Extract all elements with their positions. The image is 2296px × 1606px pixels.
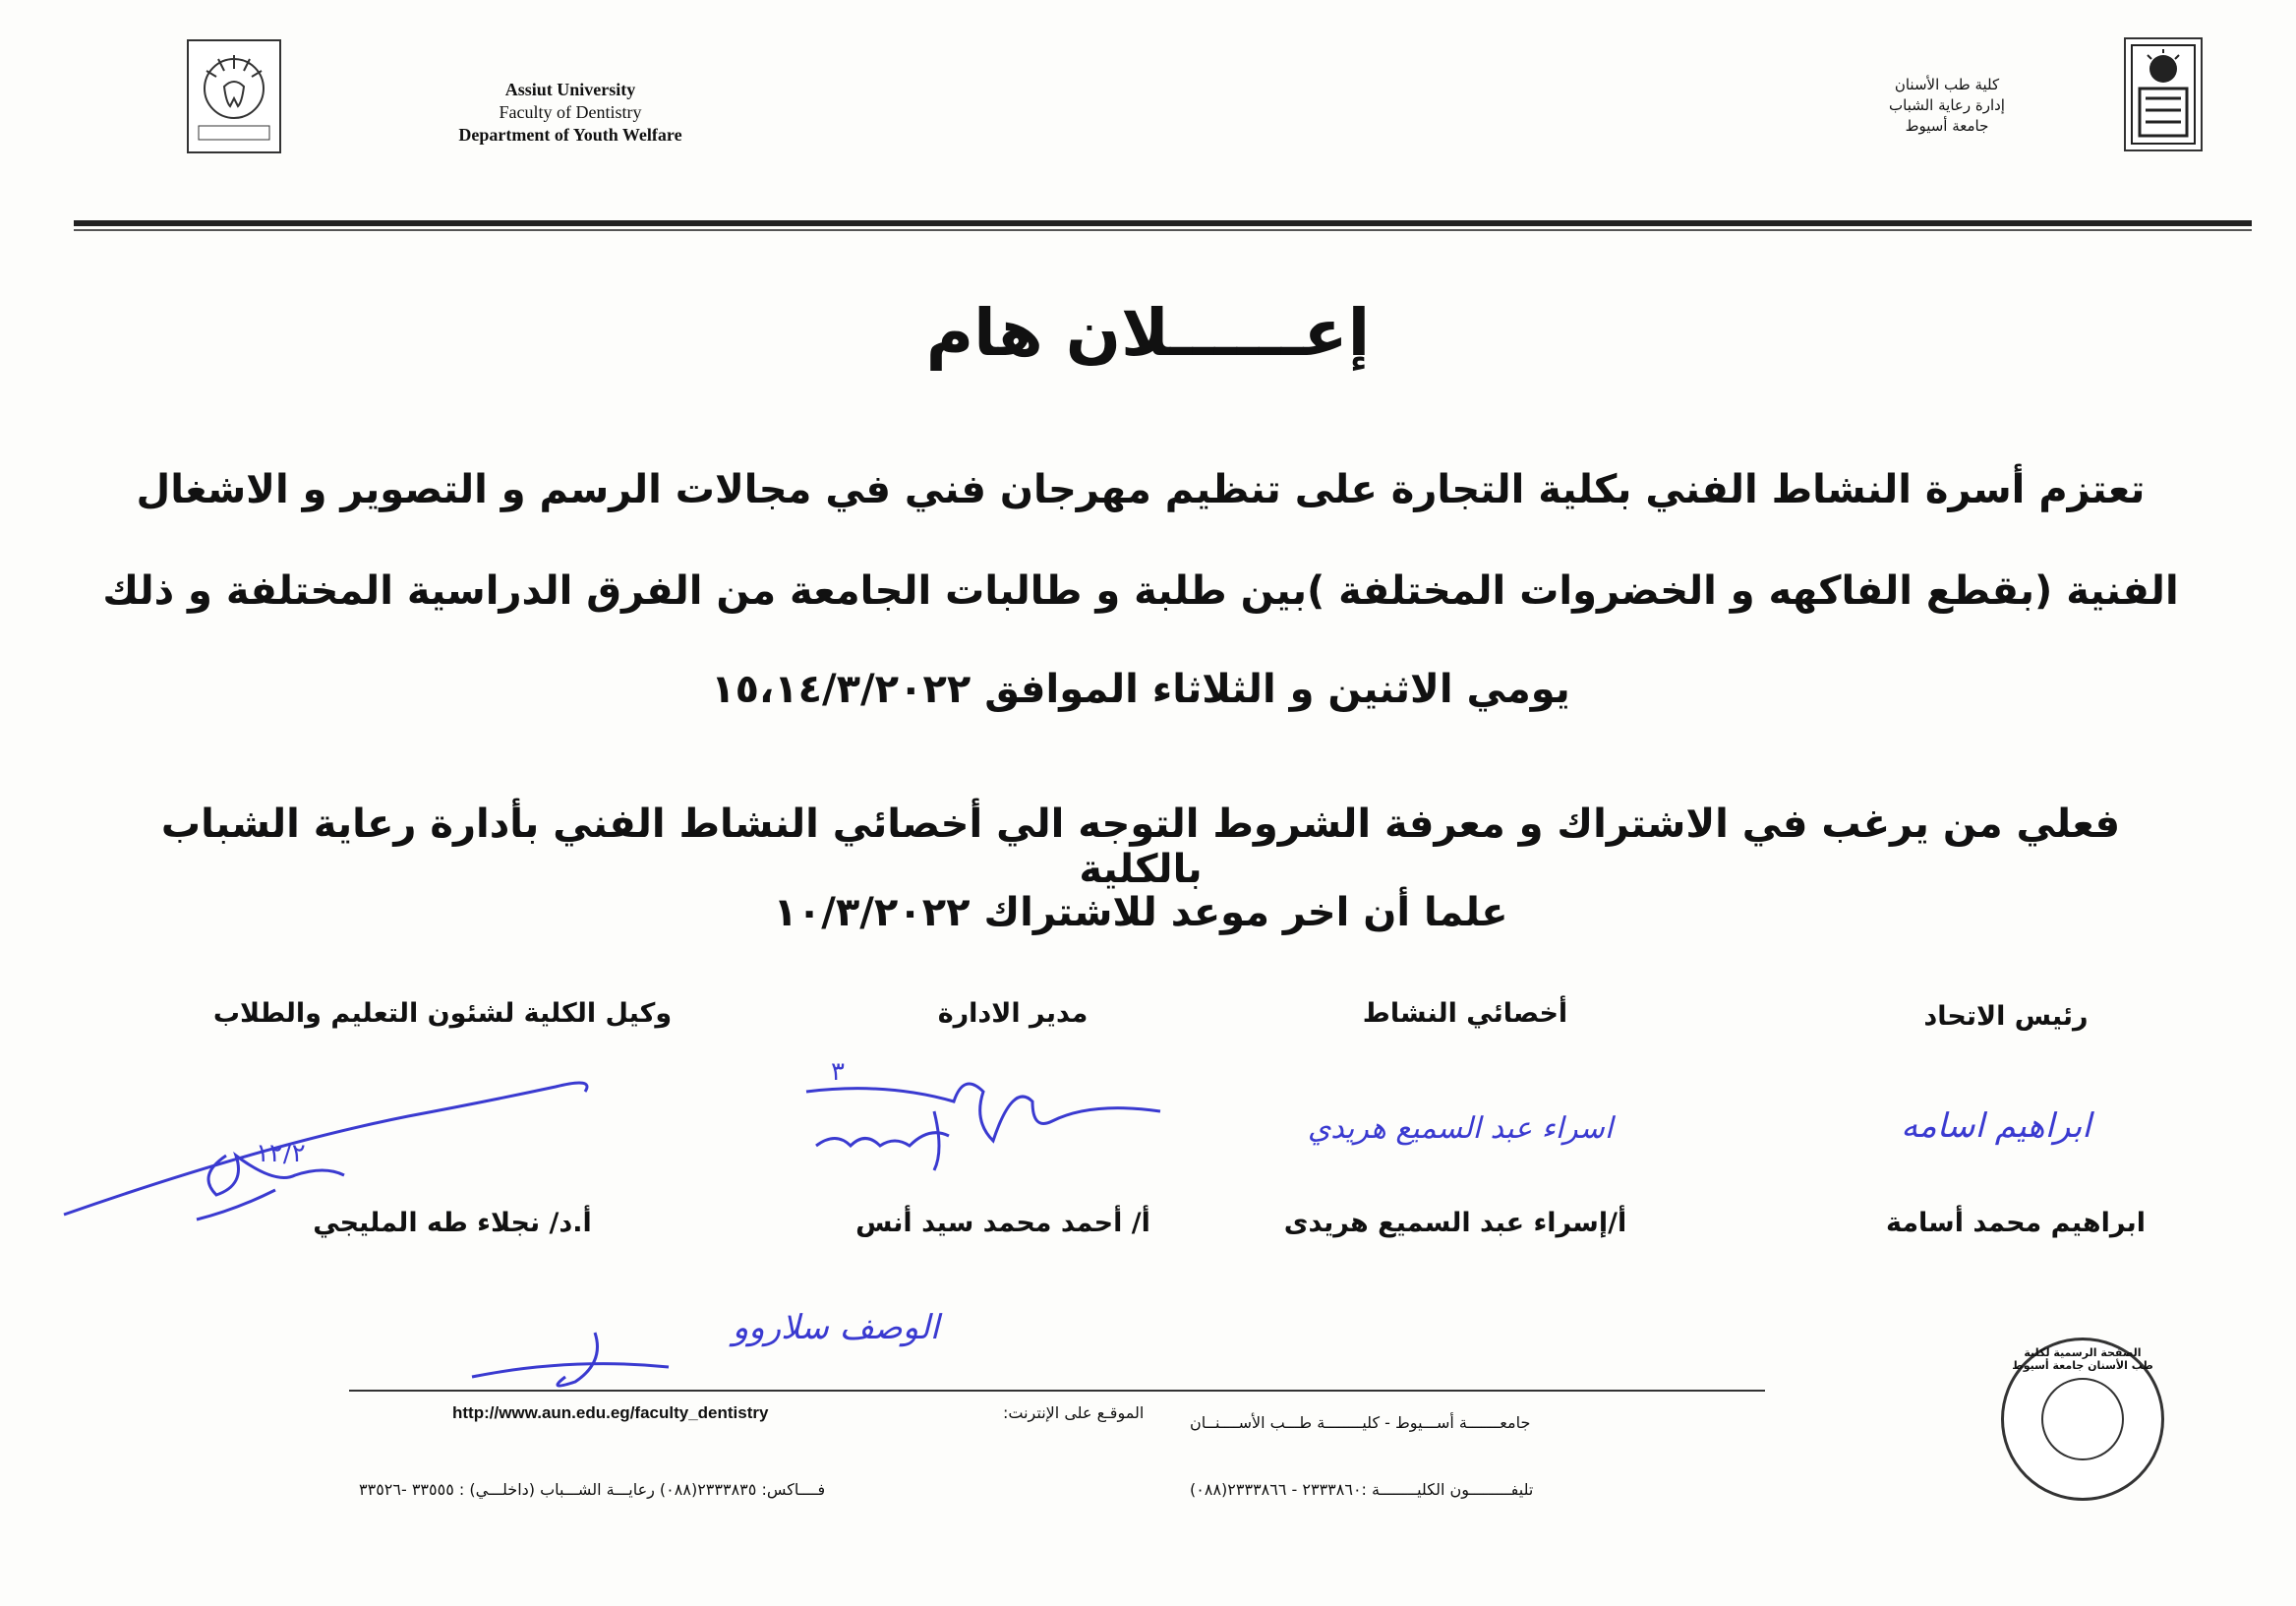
footer-divider bbox=[349, 1390, 1765, 1392]
signature-name-union-president: ابراهيم محمد أسامة bbox=[1885, 1208, 2147, 1238]
dental-emblem-icon bbox=[189, 41, 279, 151]
stamp-text: الصفحة الرسمية لكلية طب الأسنان جامعة أسيوط bbox=[2012, 1346, 2153, 1372]
signature-title-activity-specialist: أخصائي النشاط bbox=[1362, 998, 1568, 1029]
body-line-4: فعلي من يرغب في الاشتراك و معرفة الشروط التوجه الي أخصائي النشاط الفني بأدارة رعاية الشباب بالكلية bbox=[160, 802, 2121, 892]
announcement-title: إعــــــلان هام bbox=[925, 295, 1371, 371]
signature-title-union-president: رئيس الاتحاد bbox=[1923, 1001, 2089, 1032]
university-name-ar: جامعة أسيوط bbox=[1905, 117, 1989, 135]
extra-signature-scribble bbox=[467, 1318, 703, 1397]
footer-fax: فــــاكس: ٢٣٣٣٨٣٥(٠٨٨) رعايـــة الشـــباب (داخلـــي) : ٣٣٥٥٥ -٣٣٥٢٦ bbox=[359, 1480, 826, 1499]
university-logo bbox=[2124, 37, 2203, 151]
extra-handwriting: الوصف سلاروو bbox=[732, 1308, 940, 1347]
footer-university: جامعـــــــة أســـيوط - كليــــــــة طـــب الأســــنــان bbox=[1190, 1413, 1531, 1432]
faculty-stamp bbox=[2001, 1338, 2164, 1501]
signature-title-vice-dean: وكيل الكلية لشئون التعليم والطلاب bbox=[212, 998, 673, 1029]
signature-director-mark: ٣ bbox=[831, 1057, 845, 1087]
body-line-5: علما أن اخر موعد للاشتراك ١٠/٣/٢٠٢٢ bbox=[773, 890, 1508, 935]
signature-vice-dean-date: ١٢/٢ bbox=[256, 1139, 306, 1168]
footer-phone: تليفـــــــــون الكليــــــــة :٢٣٣٣٨٦٠ - ٢٣٣٣٨٦٦(٠٨٨) bbox=[1190, 1480, 1534, 1499]
department-name-en: Department of Youth Welfare bbox=[458, 125, 682, 145]
header-divider bbox=[74, 220, 2252, 226]
faculty-name-en: Faculty of Dentistry bbox=[499, 102, 642, 122]
faculty-name-ar: كلية طب الأسنان bbox=[1894, 76, 2000, 93]
body-line-2: الفنية (بقطع الفاكهه و الخضروات المختلفة )بين طلبة و طالبات الجامعة من الفرق الدراسية المختلفة و ذلك bbox=[102, 568, 2179, 614]
signature-name-activity-specialist: أ/إسراء عبد السميع هريدى bbox=[1283, 1208, 1627, 1238]
university-name-en: Assiut University bbox=[504, 80, 636, 99]
body-line-1: تعتزم أسرة النشاط الفني بكلية التجارة على تنظيم مهرجان فني في مجالات الرسم و التصوير و الاشغال bbox=[136, 467, 2146, 512]
department-name-ar: إدارة رعاية الشباب bbox=[1889, 96, 2005, 114]
signature-union-president: ابراهيم اسامه bbox=[1901, 1106, 2091, 1146]
footer-website-url[interactable]: http://www.aun.edu.eg/faculty_dentistry bbox=[452, 1403, 769, 1422]
stamp-emblem-icon bbox=[2041, 1378, 2124, 1460]
header-divider-thin bbox=[74, 229, 2252, 231]
english-header bbox=[393, 79, 747, 147]
signature-activity-specialist: اسراء عبد السميع هريدي bbox=[1307, 1111, 1614, 1146]
signature-name-director: أ/ أحمد محمد سيد أنس bbox=[855, 1208, 1150, 1238]
faculty-logo bbox=[187, 39, 281, 153]
arabic-header bbox=[1829, 75, 2065, 137]
signature-title-director: مدير الادارة bbox=[937, 998, 1089, 1029]
signature-name-vice-dean: أ.د/ نجلاء طه المليجي bbox=[313, 1208, 592, 1238]
university-emblem-icon bbox=[2126, 39, 2201, 149]
footer-website-label: الموقـع على الإنترنت: bbox=[1003, 1403, 1145, 1422]
body-line-3: يومي الاثنين و الثلاثاء الموافق ١٥،١٤/٣/٢٠٢٢ bbox=[711, 667, 1570, 712]
